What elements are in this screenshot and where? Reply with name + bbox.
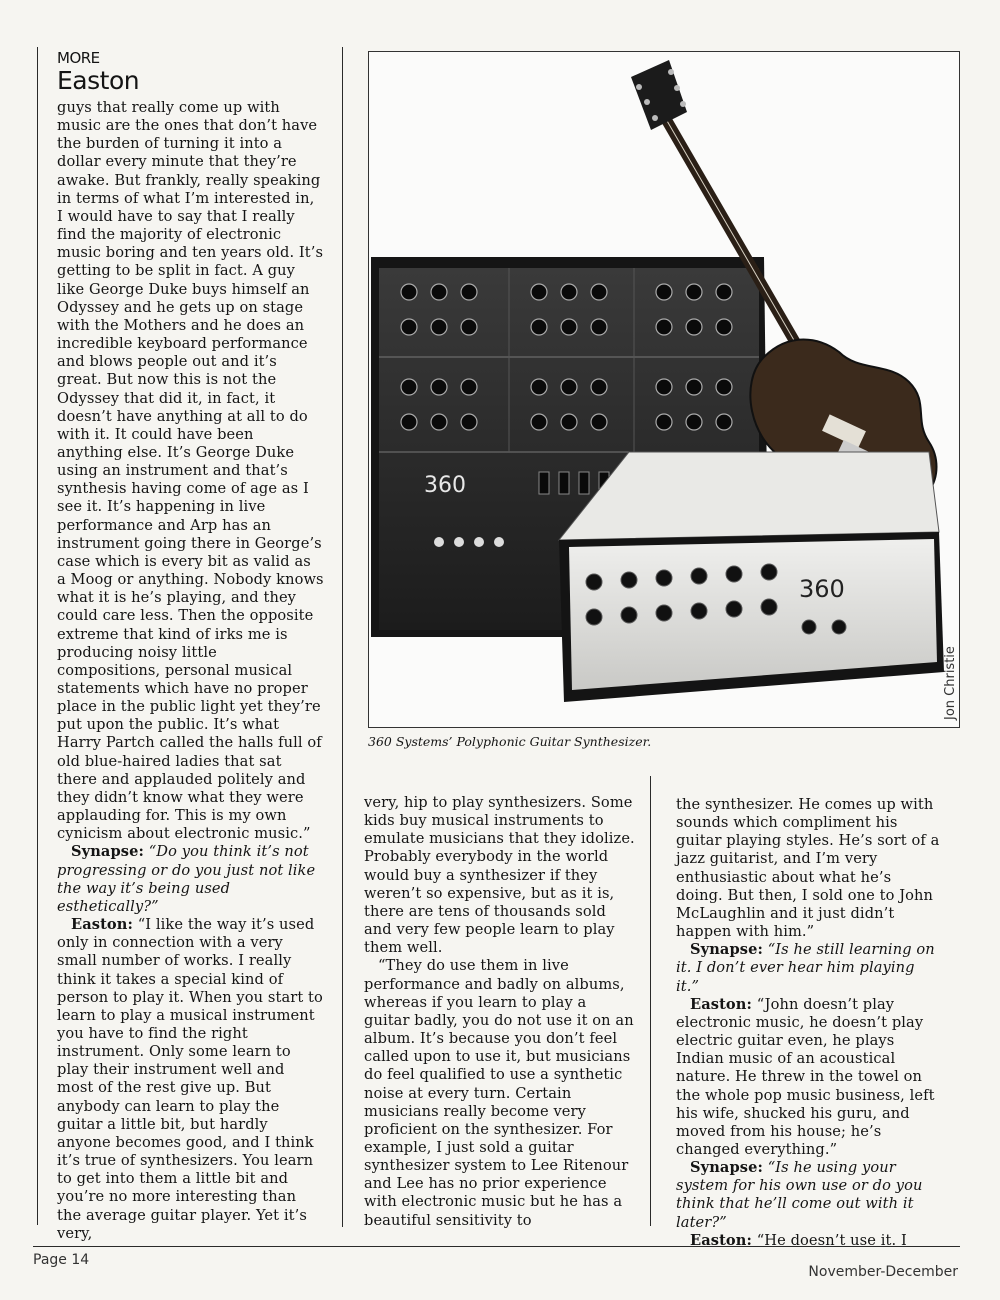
column-rule-middle: [342, 47, 343, 1227]
answer-text: “John doesn’t play electronic music, he doesn’t play electric guitar even, he plays Indian music of an acoustical nature. He threw in the towel on the whole pop music business, left his wife, shucked his guru, and moved from his house; he’s changed everything.”: [676, 995, 935, 1158]
photo-credit: Jon Christie: [943, 646, 958, 720]
box-logo: 360: [799, 575, 845, 603]
column-3: [676, 796, 942, 1250]
paragraph: very, hip to play synthesizers. Some kids buy musical instruments to emulate musicians that they idolize. Probably everybody in the world would buy a synthesizer if they weren’t so expensive, but as it is, there are tens of thousands sold and very few people learn to play them well.: [364, 794, 635, 957]
answer-text: “I like the way it’s used only in connection with a very small number of works. I really think it takes a special kind of person to play it. When you start to learn to play a musical instrument you have to find the right instrument. Only some learn to play their instrument well and most of the rest give up. But anybody can learn to play the guitar a little bit, but hardly anyone becomes good, and I think it’s true of synthesizers. You learn to get into them a little bit and you’re no more interesting than the average guitar player. Yet it’s very,: [57, 916, 323, 1242]
issue-date: November-December: [808, 1264, 958, 1280]
rack-logo: 360: [424, 473, 466, 498]
speaker-synapse: Synapse:: [690, 1159, 763, 1177]
easton-answer: [676, 996, 942, 1159]
answer-text: “He doesn’t use it. I: [756, 1231, 907, 1249]
easton-answer: [57, 916, 324, 1243]
question-text: “Is he still learning on it. I don’t ever hear him playing it.”: [676, 941, 935, 995]
paragraph: the synthesizer. He comes up with sounds which compliment his guitar playing styles. He’s sort of a jazz guitarist, and I’m very enthusiastic about what he’s doing. But then, I sold one to John McLaughlin and it just didn’t happen with him.”: [676, 796, 940, 941]
product-photo: [368, 51, 960, 728]
column-rule-left: [37, 47, 38, 1225]
column-2: [364, 794, 636, 1230]
article-name: Easton: [57, 66, 140, 95]
photo-caption: 360 Systems’ Polyphonic Guitar Synthesizer.: [368, 734, 652, 749]
column-rule-right: [650, 776, 651, 1226]
easton-answer: [676, 1232, 942, 1250]
column-1: [57, 99, 324, 1243]
synapse-question: [676, 1159, 942, 1232]
more-label: MORE: [57, 49, 100, 67]
speaker-synapse: Synapse:: [690, 941, 763, 959]
synthesizer-guitar-image: [369, 52, 959, 727]
page-number: Page 14: [33, 1252, 90, 1268]
paragraph: “They do use them in live performance and badly on albums, whereas if you learn to play a guitar badly, you do not use it on an album. It’s because you don’t feel called upon to use it, but musicians do feel qualified to use a synthetic noise at every turn. Certain musicians really become very proficient on the synthesizer. For example, I just sold a guitar synthesizer system to Lee Ritenour and Lee has no prior experience with electronic music but he has a beautiful sensitivity to: [364, 957, 634, 1229]
speaker-synapse: Synapse:: [71, 843, 144, 861]
paragraph: guys that really come up with music are the ones that don’t have the burden of turning it into a dollar every minute that they’re awake. But frankly, really speaking in terms of what I’m interested in, I would have to say that I really find the majority of electronic music boring and ten years old. It’s getting to be split in fact. A guy like George Duke buys himself an Odyssey and he gets up on stage with the Mothers and he does an incredible keyboard performance and blows people out and it’s great. But now this is not the Odyssey that did it, in fact, it doesn’t have anything at all to do with it. It could have been anything else. It’s George Duke using an instrument and that’s synthesis having come of age as I see it. It’s happening in live performance and Arp has an instrument going there in George’s case which is every bit as valid as a Moog or anything. Nobody knows what it is he’s playing, and they could care less. Then the opposite extreme that kind of irks me is producing noisy little compositions, personal musical statements which have no proper place in the public light yet they’re put upon the public. It’s what Harry Partch called the halls full of old blue-haired ladies that sat there and applauded politely and they didn’t know what they were applauding for. This is my own cynicism about electronic music.”: [57, 99, 324, 843]
speaker-easton: Easton:: [690, 995, 752, 1013]
question-text: “Is he using your system for his own use or do you think that he’ll come out with it later?”: [676, 1159, 923, 1231]
synapse-question: [676, 941, 942, 995]
speaker-easton: Easton:: [690, 1231, 752, 1249]
speaker-easton: Easton:: [71, 916, 133, 934]
question-text: “Do you think it’s not progressing or do you just not like the way it’s being used esthetically?”: [57, 843, 316, 915]
synapse-question: [57, 843, 324, 916]
synthesizer-box: [559, 452, 944, 702]
